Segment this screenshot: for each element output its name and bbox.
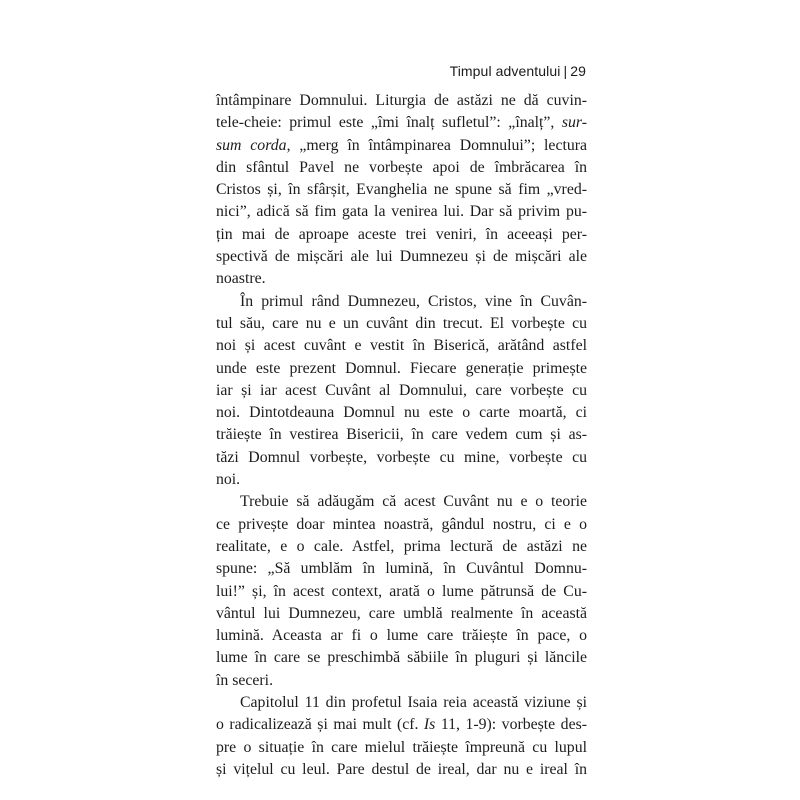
- text-line: întâmpinare Domnului. Liturgia de astăzi ne dă cuvin-: [216, 92, 587, 109]
- text-line: lui!” și, în acest context, arată o lume pătrunsă de Cu-: [216, 582, 587, 600]
- text-line: sum corda, „merg în întâmpinarea Domnului”; lectura: [216, 136, 588, 154]
- text-line: lume în care se preschimbă săbiile în pluguri și lăncile: [216, 649, 587, 667]
- text-line: nici”, adică să fim gata la venirea lui. Dar să privim pu-: [216, 203, 587, 221]
- latin-term: sur-: [561, 114, 587, 132]
- paragraph-4: [216, 692, 587, 781]
- text-line: vântul lui Dumnezeu, care umblă realmente în această: [216, 604, 587, 622]
- text-line: realitate, e o cale. Astfel, prima lectură de astăzi ne: [216, 537, 587, 555]
- text-line: în seceri.: [216, 671, 274, 689]
- text-line: tăzi Domnul vorbește, vorbește cu mine, vorbește cu: [216, 448, 587, 466]
- text-line: noi. Dintotdeauna Domnul nu este o carte moartă, ci: [216, 404, 587, 422]
- page-number: 29: [570, 63, 586, 79]
- text-line: spectivă de mișcări ale lui Dumnezeu și de mișcări ale: [216, 248, 587, 266]
- text-line: În primul rând Dumnezeu, Cristos, vine în Cuvân-: [240, 292, 587, 310]
- text-line: din sfântul Pavel ne vorbește apoi de îmbrăcarea în: [216, 158, 587, 176]
- text-line: noastre.: [216, 270, 266, 288]
- running-header: [450, 63, 586, 79]
- text-line: tele-cheie: primul este „îmi înalț sufletul”: „înalț”, sur-: [216, 114, 587, 132]
- text-line: lumină. Aceasta ar fi o lume care trăiește în pace, o: [216, 627, 587, 645]
- text-line: Trebuie să adăugăm că acest Cuvânt nu e o teorie: [240, 493, 587, 511]
- paragraph-1: [216, 90, 587, 291]
- text-line: Capitolul 11 din profetul Isaia reia această viziune și: [240, 694, 587, 712]
- text-line: iar și iar acest Cuvânt al Domnului, care vorbește cu: [216, 381, 587, 399]
- scripture-abbreviation: Is: [423, 716, 436, 734]
- text-line: trăiește în vestirea Bisericii, în care vedem cum și as-: [216, 426, 587, 444]
- text-line: Cristos și, în sfârșit, Evanghelia ne spune să fim „vred-: [216, 181, 587, 199]
- chapter-title: Timpul adventului: [449, 63, 561, 79]
- text-line: și vițelul cu leul. Pare destul de ireal, dar nu e ireal în: [216, 760, 587, 778]
- text-line: spune: „Să umblăm în lumină, în Cuvântul Domnu-: [216, 560, 587, 578]
- header-separator: |: [563, 63, 568, 79]
- text-line: pre o situație în care mielul trăiește împreună cu lupul: [216, 738, 587, 756]
- text-line: noi și acest cuvânt e vestit în Biserică, arătând astfel: [216, 337, 587, 355]
- text-line: unde este prezent Domnul. Fiecare generație primește: [216, 359, 587, 377]
- text-line: tul său, care nu e un cuvânt din trecut. El vorbește cu: [216, 314, 587, 332]
- paragraph-3: [216, 491, 587, 692]
- text-line: o radicalizează și mai mult (cf. Is 11, 1-9): vorbește des-: [216, 716, 587, 734]
- body-text: [216, 90, 587, 781]
- text-line: noi.: [216, 471, 241, 489]
- latin-term: sum corda: [216, 136, 287, 154]
- text-line: țin mai de aproape aceste trei veniri, în aceeași per-: [216, 225, 587, 243]
- paragraph-2: [216, 291, 587, 492]
- text-line: ce privește doar mintea noastră, gândul nostru, ci e o: [216, 515, 587, 533]
